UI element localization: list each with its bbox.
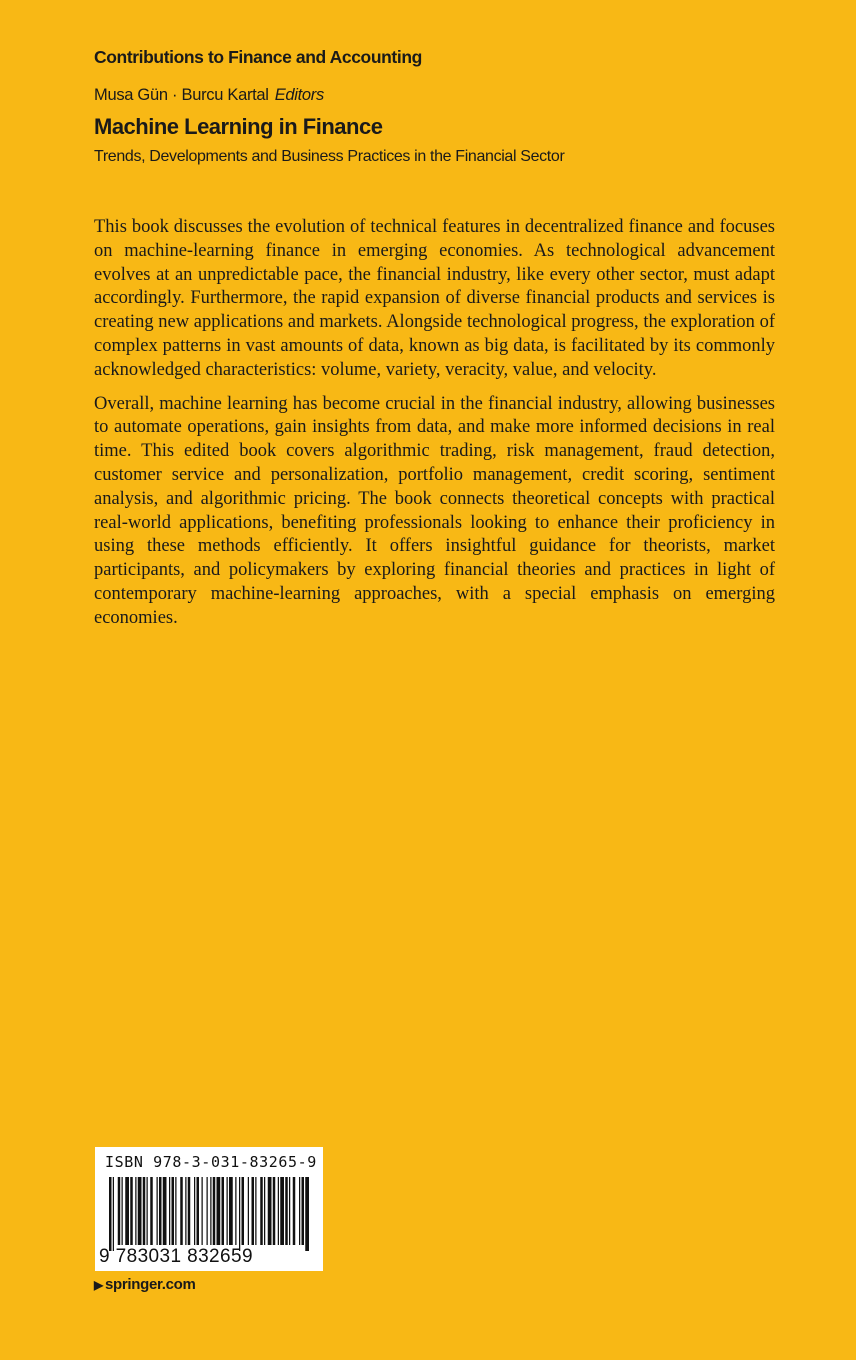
editor-names: Musa Gün · Burcu Kartal <box>94 86 269 104</box>
book-title: Machine Learning in Finance <box>94 114 383 139</box>
description-paragraph: Overall, machine learning has become crucial in the financial industry, allowing businesses to automate operations, gain insights from data, and make more informed decisions in real time. This edited book covers algorithmic trading, risk management, fraud detection, customer service and personalization, portfolio management, credit scoring, sentiment analysis, and algorithmic pricing. The book connects theoretical concepts with practical real-world applications, benefiting professionals looking to enhance their proficiency in using these methods efficiently. It offers insightful guidance for theorists, market participants, and policymakers by exploring financial theories and practices in light of contemporary machine-learning approaches, with a special emphasis on emerging economies. <box>94 393 775 628</box>
triangle-arrow-icon: ▶ <box>94 1278 103 1292</box>
isbn-barcode <box>95 1147 323 1271</box>
publisher-url: springer.com <box>104 1276 196 1293</box>
editors-line <box>94 86 324 105</box>
book-subtitle: Trends, Developments and Business Practices in the Financial Sector <box>94 148 565 165</box>
book-description <box>94 216 775 641</box>
publisher-link[interactable] <box>94 1276 196 1293</box>
isbn-label: ISBN 978-3-031-83265-9 <box>105 1153 317 1171</box>
description-paragraph: This book discusses the evolution of technical features in decentralized finance and focuses on machine-learning finance in emerging economies. As technological advancement evolves at an unpredictable pace, the financial industry, like every other sector, must adapt accordingly. Furthermore, the rapid expansion of diverse financial products and services is creating new applications and markets. Alongside technological progress, the exploration of complex patterns in vast amounts of data, known as big data, is facilitated by its commonly acknowledged characteristics: volume, variety, veracity, value, and velocity. <box>94 217 775 380</box>
editors-role: Editors <box>274 86 324 104</box>
barcode-digits: 9 783031 832659 <box>99 1246 253 1267</box>
series-name: Contributions to Finance and Accounting <box>94 47 422 67</box>
